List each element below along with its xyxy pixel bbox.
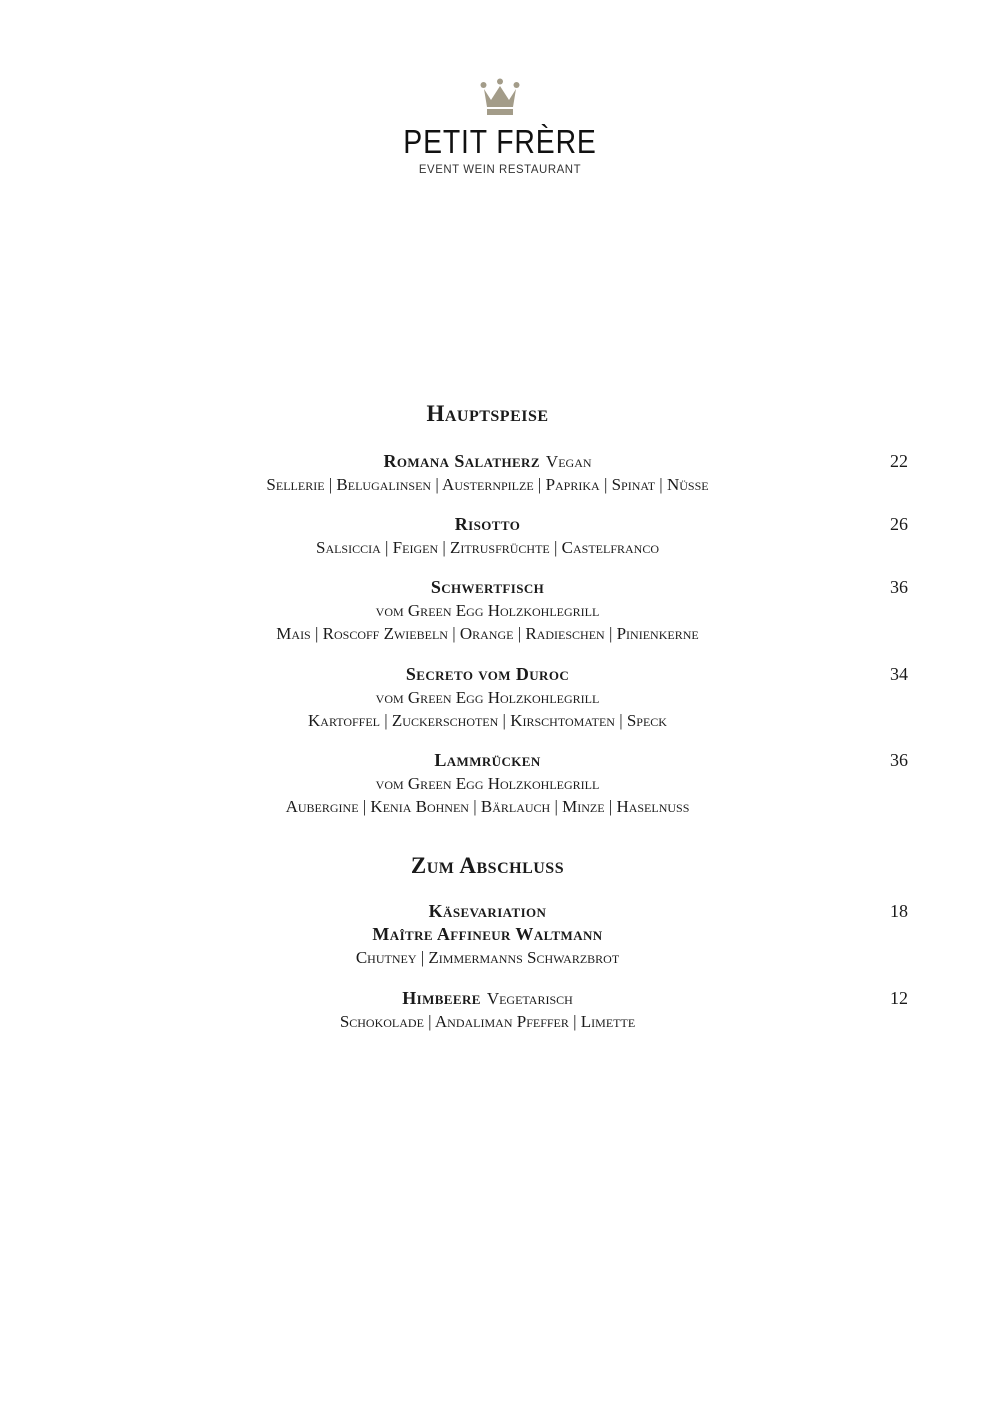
dish-name: Secreto vom Duroc: [405, 664, 570, 684]
menu-item: [0, 900, 1000, 969]
dish-price: 36: [890, 750, 908, 770]
dish-name: Romana Salatherz: [383, 451, 540, 471]
dish-name: Risotto: [454, 514, 521, 534]
dish-price: 26: [890, 514, 908, 534]
crown-icon: [480, 78, 520, 116]
dish-price: 12: [890, 988, 908, 1008]
dish-description: Aubergine | Kenia Bohnen | Bärlauch | Minze | Haselnuss: [285, 797, 690, 816]
dish-name: Lammrücken: [434, 750, 541, 770]
brand-name: PETIT FRÈRE: [403, 123, 597, 160]
dish-price: 34: [890, 664, 908, 684]
dish-tag: Vegan: [545, 452, 592, 471]
dish-subname: Maître Affineur Waltmann: [372, 924, 603, 944]
section-title-hauptspeise: Hauptspeise: [426, 401, 549, 426]
dish-name: Himbeere: [402, 988, 481, 1008]
dish-description: Schokolade | Andaliman Pfeffer | Limette: [339, 1012, 636, 1031]
dish-description: Sellerie | Belugalinsen | Austernpilze | Paprika | Spinat | Nüsse: [266, 475, 709, 494]
dish-preparation: vom Green Egg Holzkohlegrill: [375, 601, 600, 620]
menu-item: [0, 576, 1000, 645]
dish-price: 18: [890, 901, 908, 921]
dish-price: 22: [890, 451, 908, 471]
brand-tagline: EVENT WEIN RESTAURANT: [418, 162, 582, 176]
dish-tag: Vegetarisch: [486, 989, 573, 1008]
menu-item: [0, 513, 1000, 559]
dish-name: Schwertfisch: [430, 577, 545, 597]
menu-item: [0, 450, 1000, 496]
menu-item: [0, 663, 1000, 732]
dish-name: Käsevariation: [428, 901, 547, 921]
dish-preparation: vom Green Egg Holzkohlegrill: [375, 774, 600, 793]
restaurant-logo: [0, 78, 1000, 176]
dish-price: 36: [890, 577, 908, 597]
dish-description: Salsiccia | Feigen | Zitrusfrüchte | Castelfranco: [315, 538, 660, 557]
dish-preparation: vom Green Egg Holzkohlegrill: [375, 688, 600, 707]
dish-description: Chutney | Zimmermanns Schwarzbrot: [355, 948, 620, 967]
menu-item: [0, 987, 1000, 1033]
dish-description: Mais | Roscoff Zwiebeln | Orange | Radieschen | Pinienkerne: [276, 624, 699, 643]
section-title-zum-abschluss: Zum Abschluss: [410, 853, 565, 878]
dish-description: Kartoffel | Zuckerschoten | Kirschtomaten | Speck: [308, 711, 667, 730]
menu-item: [0, 749, 1000, 818]
